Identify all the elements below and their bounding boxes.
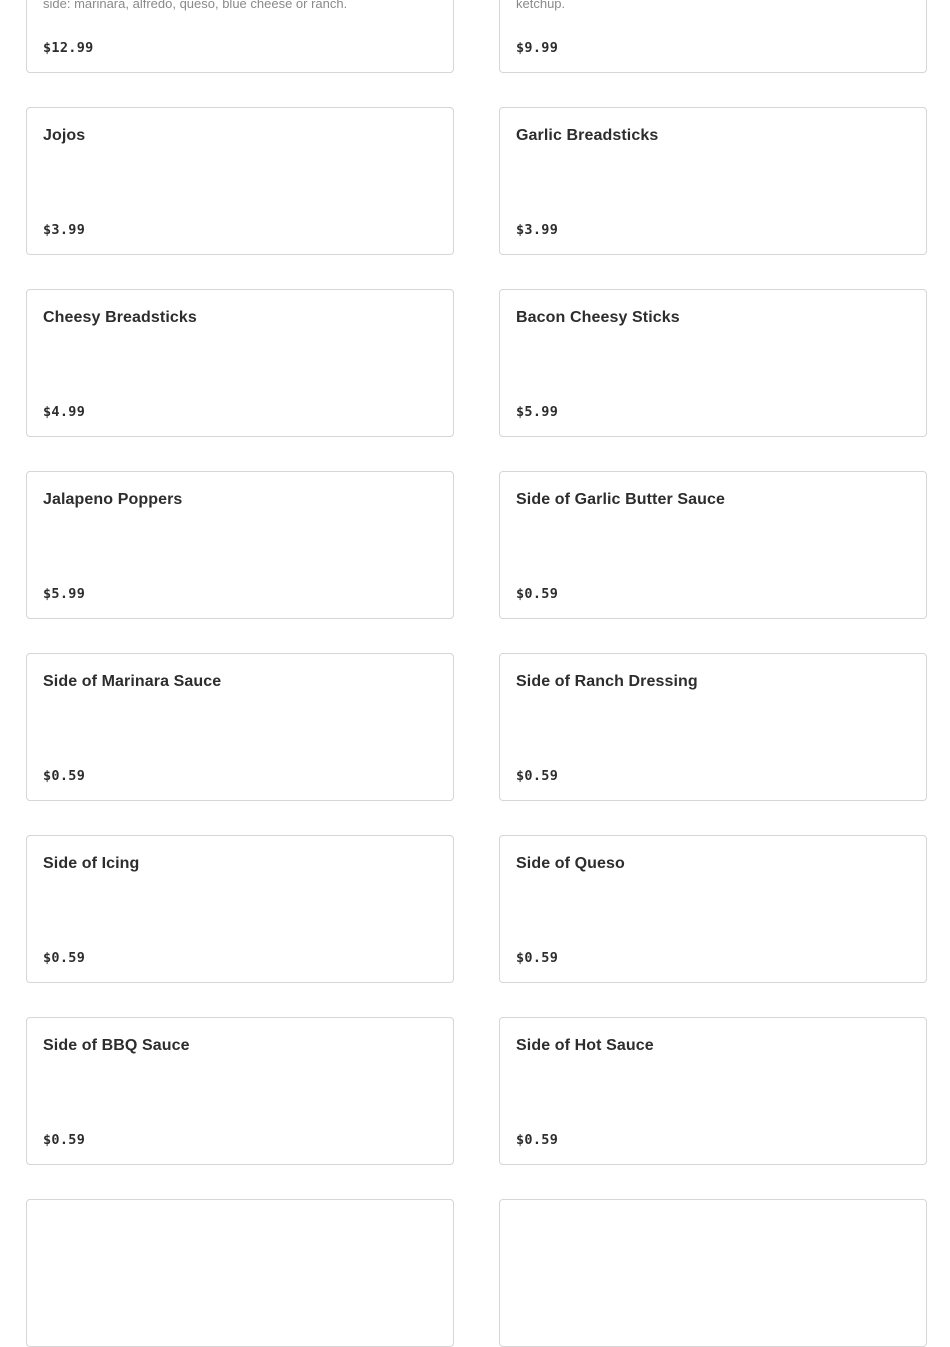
menu-item-price: $0.59 xyxy=(516,950,559,966)
menu-item-price: $12.99 xyxy=(43,40,94,56)
menu-item-card[interactable] xyxy=(499,1017,927,1165)
menu-item-card[interactable] xyxy=(26,835,454,983)
menu-item-name: Side of Garlic Butter Sauce xyxy=(516,491,725,508)
menu-item-card[interactable] xyxy=(499,835,927,983)
menu-item-price: $0.59 xyxy=(516,1132,559,1148)
menu-item-price: $4.99 xyxy=(43,404,86,420)
menu-item-name: Side of Icing xyxy=(43,855,140,872)
menu-item-price: $0.59 xyxy=(43,768,86,784)
menu-item-card[interactable] xyxy=(499,653,927,801)
menu-item-name: Side of Hot Sauce xyxy=(516,1037,654,1054)
menu-item-price: $9.99 xyxy=(516,40,559,56)
menu-item-name: Jojos xyxy=(43,127,86,144)
menu-item-card[interactable] xyxy=(26,0,454,73)
menu-item-card[interactable] xyxy=(26,107,454,255)
menu-item-card[interactable] xyxy=(499,1199,927,1347)
menu-item-card[interactable] xyxy=(26,653,454,801)
menu-item-price: $0.59 xyxy=(516,768,559,784)
menu-item-name: Side of BBQ Sauce xyxy=(43,1037,190,1054)
menu-item-price: $3.99 xyxy=(516,222,559,238)
menu-item-name: Side of Queso xyxy=(516,855,625,872)
menu-item-price: $0.59 xyxy=(43,1132,86,1148)
menu-item-price: $3.99 xyxy=(43,222,86,238)
menu-item-name: Cheesy Breadsticks xyxy=(43,309,197,326)
menu-item-price: $0.59 xyxy=(516,586,559,602)
menu-item-card[interactable] xyxy=(499,107,927,255)
menu-item-price: $5.99 xyxy=(516,404,559,420)
menu-item-price: $0.59 xyxy=(43,950,86,966)
menu-item-card[interactable] xyxy=(26,1017,454,1165)
menu-item-name: Side of Marinara Sauce xyxy=(43,673,222,690)
menu-item-name: Garlic Breadsticks xyxy=(516,127,659,144)
menu-item-card[interactable] xyxy=(499,0,927,73)
menu-item-card[interactable] xyxy=(26,1199,454,1347)
menu-item-card[interactable] xyxy=(499,289,927,437)
menu-item-card[interactable] xyxy=(499,471,927,619)
menu-item-name: Bacon Cheesy Sticks xyxy=(516,309,680,326)
menu-item-card[interactable] xyxy=(26,289,454,437)
menu-item-price: $5.99 xyxy=(43,586,86,602)
menu-item-description: ketchup. xyxy=(516,0,566,11)
menu-item-card[interactable] xyxy=(26,471,454,619)
menu-item-description: side: marinara, alfredo, queso, blue cheese or ranch. xyxy=(43,0,348,11)
menu-item-name: Jalapeno Poppers xyxy=(43,491,183,508)
menu-item-name: Side of Ranch Dressing xyxy=(516,673,698,690)
